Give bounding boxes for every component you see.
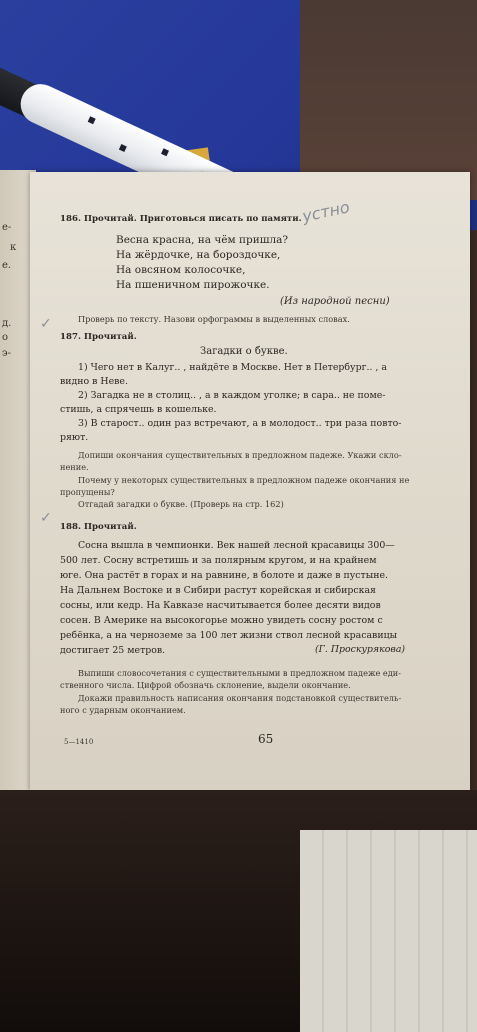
text-line: достигает 25 метров.: [60, 645, 166, 656]
margin-text: е-: [2, 222, 12, 233]
margin-text: д.: [2, 318, 12, 329]
exercise-heading: 187. Прочитай.: [60, 332, 137, 342]
margin-text: о: [2, 332, 9, 343]
text-line: ребёнка, а на черноземе за 100 лет жизни ствол лесной красавицы: [60, 630, 398, 641]
poem-source: (Из народной песни): [280, 296, 390, 307]
pen-pattern-dot: [119, 144, 127, 152]
riddle-line: стишь, а спрячешь в кошельке.: [60, 404, 217, 415]
exercise-task: ственного числа. Цифрой обозначь склонение, выдели окончание.: [60, 680, 351, 690]
text-line: На Дальнем Востоке и в Сибири растут корейская и сибирская: [60, 585, 376, 596]
text-line: Сосна вышла в чемпионки. Век нашей лесной красавицы 300—: [78, 540, 395, 551]
print-code: 5—1410: [64, 738, 94, 746]
riddle-line: 3) В старост.. один раз встречают, а в молодост.. три раза повто-: [78, 418, 402, 429]
poem-line: На пшеничном пирожочке.: [116, 279, 270, 291]
poem-line: Весна красна, на чём пришла?: [116, 234, 289, 246]
wooden-table-edge: [300, 0, 477, 200]
exercise-task: Допиши окончания существительных в предложном падеже. Укажи скло-: [78, 450, 402, 460]
exercise-task: Выпиши словосочетания с существительными в предложном падеже еди-: [78, 668, 402, 678]
textbook-page: [30, 172, 470, 792]
exercise-task: ного с ударным окончанием.: [60, 705, 186, 715]
exercise-task: Отгадай загадки о букве. (Проверь на стр. 162): [78, 499, 284, 509]
pen-pattern-dot: [161, 148, 169, 156]
exercise-heading: 188. Прочитай.: [60, 522, 137, 532]
check-mark: ✓: [40, 510, 52, 526]
riddle-line: 2) Загадка не в столиц.. , а в каждом уголке; в сара.. не поме-: [78, 390, 386, 401]
exercise-task: Почему у некоторых существительных в предложном падеже окончания не: [78, 475, 410, 485]
riddle-line: видно в Неве.: [60, 376, 128, 387]
poem-line: На жёрдочке, на бороздочке,: [116, 249, 281, 261]
exercise-task: нение.: [60, 462, 89, 472]
check-mark: ✓: [40, 316, 52, 332]
exercise-task: Докажи правильность написания окончания подстановкой существитель-: [78, 693, 402, 703]
riddle-line: 1) Чего нет в Калуг.. , найдёте в Москве. Нет в Петербург.. , а: [78, 362, 387, 373]
text-author: (Г. Проскурякова): [315, 644, 406, 655]
text-line: сосен. В Америке на высокогорье можно увидеть сосну ростом с: [60, 615, 383, 626]
section-title: Загадки о букве.: [200, 346, 288, 357]
exercise-task: Проверь по тексту. Назови орфограммы в выделенных словах.: [78, 314, 350, 324]
margin-text: к: [10, 242, 17, 253]
margin-text: э-: [2, 348, 11, 359]
pen-pattern-dot: [88, 116, 96, 124]
handwritten-note: устно: [300, 197, 352, 226]
exercise-heading: 186. Прочитай. Приготовься писать по памяти.: [60, 214, 302, 224]
window-blinds: [300, 830, 477, 1032]
text-line: 500 лет. Сосну встретишь и за полярным кругом, и на крайнем: [60, 555, 377, 566]
poem-line: На овсяном колосочке,: [116, 264, 246, 276]
margin-text: е.: [2, 260, 12, 271]
riddle-line: ряют.: [60, 432, 89, 443]
exercise-task: пропущены?: [60, 487, 115, 497]
text-line: сосны, или кедр. На Кавказе насчитывается более десяти видов: [60, 600, 381, 611]
text-line: юге. Она растёт в горах и на равнине, в болоте и даже в пустыне.: [60, 570, 388, 581]
page-number: 65: [258, 732, 274, 746]
